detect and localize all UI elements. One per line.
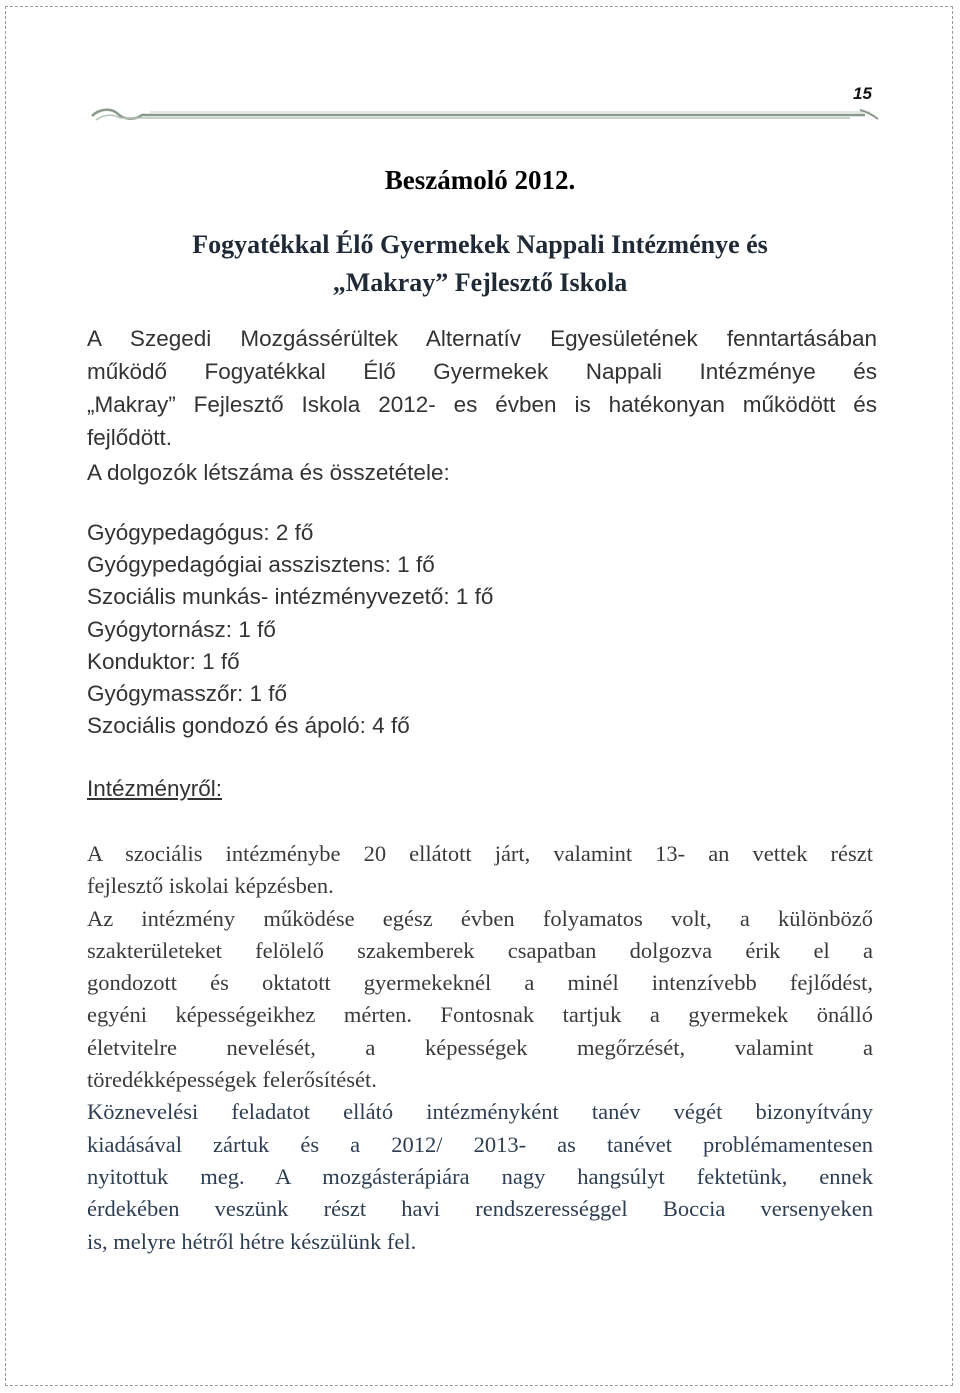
staff-item: Gyógymasszőr: 1 fő [87,681,288,707]
body-line: Az intézmény működése egész évben folyamatos volt, a különböző [87,905,873,931]
body-line: A szociális intézménybe 20 ellátott járt, valamint 13- an vettek részt [87,841,873,866]
staff-item: Gyógypedagógus: 2 fő [87,520,314,545]
paragraph-operation [87,903,873,1097]
institution-title-line: „Makray” Fejlesztő Iskola [332,268,628,297]
body-line: kiadásával zártuk és a 2012/ 2013- as tanévet problémamentesen [87,1131,873,1157]
body-line: töredékképességek felerősítését. [87,1067,377,1093]
paragraph-education [87,1096,873,1257]
staff-item: Szociális gondozó és ápoló: 4 fő [87,713,410,739]
staff-item: Gyógypedagógiai asszisztens: 1 fő [87,552,435,578]
staff-item: Gyógytornász: 1 fő [87,616,276,642]
body-line: fejlesztő iskolai képzésben. [87,873,334,899]
staff-list [87,517,493,742]
intro-line: „Makray” Fejlesztő Iskola 2012- es évben is hatékonyan működött és [87,392,877,417]
body-line: nyitottuk meg. A mozgásterápiára nagy hangsúlyt fektetünk, ennek [87,1163,873,1189]
body-text [87,838,873,1258]
body-line: Köznevelési feladatot ellátó intézményként tanév végét bizonyítvány [87,1099,873,1125]
body-line: gondozott és oktatott gyermekeknél a minél intenzívebb fejlődést, [87,970,873,996]
body-line: életvitelre nevelését, a képességek megőrzését, valamint a [87,1034,873,1060]
header-divider-ornament [90,106,880,124]
page-number: 15 [853,84,872,103]
report-title: Beszámoló 2012. [384,165,576,195]
body-line: érdekében veszünk részt havi rendszerességgel Boccia versenyeken [87,1196,873,1222]
institution-title [0,226,960,302]
staff-item: Konduktor: 1 fő [87,648,240,674]
staff-heading: A dolgozók létszáma és összetétele: [87,460,450,485]
intro-line: fejlődött. [87,425,173,450]
intro-paragraph [87,322,877,454]
paragraph-enrollment [87,838,873,903]
body-line: egyéni képességeikhez mérten. Fontosnak tartjuk a gyermekek önálló [87,1002,873,1028]
intro-line: működő Fogyatékkal Élő Gyermekek Nappali Intézménye és [87,359,877,384]
body-line: szakterületeket felölelő szakemberek csapatban dolgozva érik el a [87,937,873,963]
body-line: is, melyre hétről hétre készülünk fel. [87,1228,417,1254]
institution-title-line: Fogyatékkal Élő Gyermekek Nappali Intézménye és [192,230,768,259]
staff-item: Szociális munkás- intézményvezető: 1 fő [87,584,494,610]
about-heading: Intézményről: [87,776,223,801]
intro-line: A Szegedi Mozgássérültek Alternatív Egyesületének fenntartásában [87,326,877,351]
